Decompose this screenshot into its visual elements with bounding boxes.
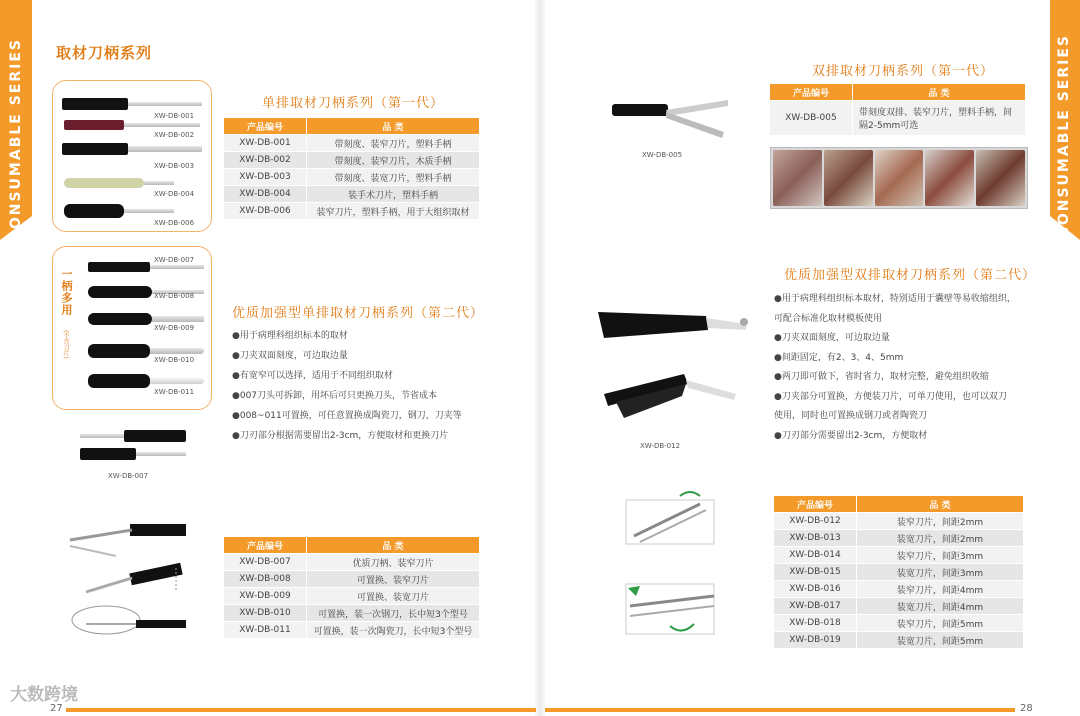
table-cell: 优质刀柄、装窄刀片 [307,554,480,571]
knife-caption: XW-DB-011 [154,388,195,396]
table-cell: 带刻度、装窄刀片，塑料手柄 [307,135,480,152]
bullet-item: ●用于病理科组织标本取材，特别适用于囊壁等易收缩组织， [774,294,1016,304]
table-row [224,203,480,220]
page-title: 取材刀柄系列 [56,44,153,62]
bullet-item: ●有宽窄可以选择，适用于不同组织取材 [232,371,393,381]
table-cell: 装宽刀片，间距5mm [857,632,1024,649]
table-row [224,571,480,588]
table-cell: 装手术刀片，塑料手柄 [307,186,480,203]
section2-bullets [232,326,462,446]
side-banner-right-text: CONSUMABLE SERIES [1056,34,1072,238]
page-gutter [535,0,545,716]
knife-caption: XW-DB-007 [108,472,149,480]
watermark: 大数跨境 [10,685,78,705]
table-cell: XW-DB-014 [774,547,857,564]
table-row [224,588,480,605]
knife-caption: XW-DB-012 [640,442,681,450]
tissue-photo [824,150,873,206]
knife-image-003 [62,143,202,155]
bullet-item: ●刀夹部分可置换，方便装刀片，可单刀使用，也可以双刀 [774,391,1007,402]
knife-caption: XW-DB-008 [154,292,195,300]
table-header: 产品编号 [224,118,307,135]
table-cell: XW-DB-007 [224,554,307,571]
bullet-item: ●刀夹双面刻度，可边取边量 [774,333,890,343]
table-cell: XW-DB-015 [774,564,857,581]
section1-table [224,118,480,219]
table-row [224,622,480,639]
knife-image-001 [62,98,202,110]
table-cell: XW-DB-013 [774,530,857,547]
table-header: 产品编号 [774,496,857,513]
table-cell: 可置换、装窄刀片 [307,571,480,588]
knife-caption: XW-DB-010 [154,356,195,364]
table-cell: XW-DB-004 [224,186,307,203]
bullet-item: ●刀刃部分根据需要留出2-3cm，方便取材和更换刀片 [232,431,449,441]
page-number-left: 27 [50,703,63,714]
section4-table [774,496,1024,648]
double-knife-image-012 [596,302,756,432]
table-cell: 带刻度双排、装窄刀片，塑料手柄，间隔2-5mm可选 [853,101,1026,136]
table-header: 产品编号 [770,84,853,101]
bullet-item: ●间距固定，有2、3、4、5mm [774,352,904,363]
table-row [774,547,1024,564]
double-knife-usage-diagram [620,486,720,656]
table-cell: XW-DB-005 [770,101,853,136]
table-row [774,632,1024,649]
section1-title: 单排取材刀柄系列（第一代） [262,96,445,111]
table-header: 产品编号 [224,537,307,554]
table-cell: 可置换，装一次钢刀，长中短3个型号 [307,605,480,622]
table-row [774,513,1024,530]
knife-caption: XW-DB-003 [154,162,195,170]
tissue-photo [773,150,822,206]
footer-bar-right [545,708,1015,712]
table-row [774,615,1024,632]
section2-table [224,537,480,638]
knife-image-002 [64,120,200,130]
table-cell: XW-DB-010 [224,605,307,622]
table-cell: 装窄刀片，间距5mm [857,615,1024,632]
bullet-item: ●007刀头可拆卸，用坏后可只更换刀头，节省成本 [232,391,438,401]
bullet-item: ●用于病理科组织标本的取材 [232,331,348,341]
table-cell: 可置换、装宽刀片 [307,588,480,605]
table-cell: XW-DB-016 [774,581,857,598]
table-cell: XW-DB-017 [774,598,857,615]
table-cell: 装窄刀片，间距4mm [857,581,1024,598]
table-cell: XW-DB-002 [224,152,307,169]
knife-caption: XW-DB-007 [154,256,195,264]
table-cell: XW-DB-006 [224,203,307,220]
table-header: 品 类 [307,118,480,135]
table-row [224,186,480,203]
table-row [774,581,1024,598]
table-row [770,101,1026,136]
multi-use-sublabel: (不含刀片) [62,330,69,359]
table-cell: 装窄刀片，塑料手柄，用于大组织取材 [307,203,480,220]
knife-image-007-detail [80,430,186,442]
table-cell: XW-DB-012 [774,513,857,530]
multi-use-label: 一柄多用 [60,268,73,316]
table-cell: 装宽刀片，间距3mm [857,564,1024,581]
page-number-right: 28 [1020,703,1033,714]
table-cell: 带刻度、装宽刀片，塑料手柄 [307,169,480,186]
table-row [224,605,480,622]
table-cell: 装窄刀片，间距2mm [857,513,1024,530]
table-row [224,152,480,169]
table-header: 品 类 [853,84,1026,101]
table-row [774,530,1024,547]
bullet-item: ●刀刃部分需要留出2-3cm，方便取材 [774,430,928,441]
bullet-item: 使用，同时也可置换成钢刀或者陶瓷刀 [774,411,928,421]
table-cell: XW-DB-011 [224,622,307,639]
knife-image-007-detail-2 [80,448,186,460]
double-knife-image-005 [610,98,730,142]
table-cell: XW-DB-009 [224,588,307,605]
section3-table [770,84,1026,135]
table-cell: XW-DB-003 [224,169,307,186]
tissue-photo [875,150,924,206]
table-row [224,135,480,152]
bullet-item: 可配合标准化取材模板使用 [774,313,883,324]
table-cell: XW-DB-001 [224,135,307,152]
knife-caption: XW-DB-002 [154,131,195,139]
footer-bar-left [66,708,536,712]
tissue-photo [976,150,1025,206]
table-cell: XW-DB-019 [774,632,857,649]
table-row [774,564,1024,581]
knife-caption: XW-DB-005 [642,151,683,159]
table-cell: 装宽刀片，间距2mm [857,530,1024,547]
table-cell: 带刻度、装窄刀片，木质手柄 [307,152,480,169]
bullet-item: ●刀夹双面刻度，可边取边量 [232,351,348,361]
section4-bullets [774,290,1016,446]
section4-title: 优质加强型双排取材刀柄系列（第二代） [784,268,1037,283]
knife-caption: XW-DB-009 [154,324,195,332]
table-cell: 装窄刀片，间距3mm [857,547,1024,564]
table-cell: 可置换，装一次陶瓷刀，长中短3个型号 [307,622,480,639]
section2-title: 优质加强型单排取材刀柄系列（第二代） [232,306,485,321]
knife-caption: XW-DB-006 [154,219,195,227]
knife-caption: XW-DB-001 [154,112,195,120]
knife-image-006 [64,204,174,218]
side-banner-left-text: CONSUMABLE SERIES [8,38,24,242]
tissue-photo [925,150,974,206]
tissue-photo-strip [770,147,1028,209]
table-cell: XW-DB-008 [224,571,307,588]
bullet-item: ●008~011可置换，可任意置换成陶瓷刀，钢刀，刀夹等 [232,411,462,421]
knife-usage-diagram [66,516,196,646]
knife-caption: XW-DB-004 [154,190,195,198]
bullet-item: ●两刀即可做下，省时省力，取材完整，避免组织收缩 [774,372,989,382]
table-row [774,598,1024,615]
knife-image-004 [64,178,174,188]
knife-image-011 [88,374,204,388]
table-header: 品 类 [857,496,1024,513]
table-cell: 装宽刀片，间距4mm [857,598,1024,615]
table-header: 品 类 [307,537,480,554]
section3-title: 双排取材刀柄系列（第一代） [812,64,995,79]
table-row [224,169,480,186]
table-cell: XW-DB-018 [774,615,857,632]
table-row [224,554,480,571]
